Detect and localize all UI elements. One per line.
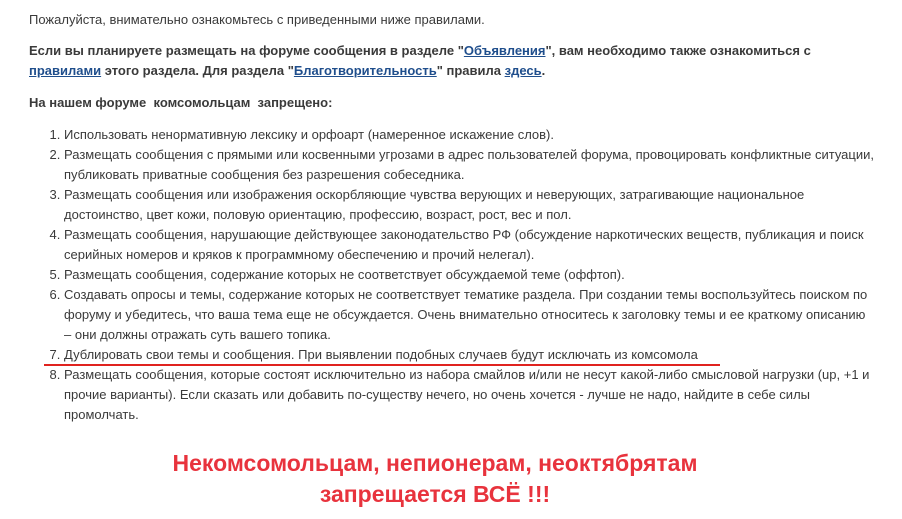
rule-item: 5. Размещать сообщения, содержание которых не соответствует обсуждаемой теме (оффтоп). [64,265,874,285]
charity-section-link[interactable]: Благотворительность [293,63,437,78]
notice-text-1: Если вы планируете размещать на форуме сообщения в разделе " [29,43,464,58]
red-slogan [0,448,870,510]
ads-rules-link[interactable]: правилами [29,63,102,78]
prohibited-heading: На нашем форуме комсомольцам запрещено: [29,95,333,110]
notice-text-4: " правила [436,63,505,78]
ads-section-notice [29,41,879,81]
rule-item: 8. Размещать сообщения, которые состоят исключительно из набора смайлов и/или не несут какой-либо смысловой нагрузки (up, +1 и прочие варианты). Если сказать или добавить по-существу нечего, но очень хочется - лучше не надо, найдите в себе силы промолчать. [64,365,874,425]
red-underline-mark [44,364,720,366]
rule-item: 6. Создавать опросы и темы, содержание которых не соответствует тематике раздела. При создании темы воспользуйтесь поиском по форуму и убедитесь, что ваша тема еще не обсуждается. Очень внимательно относитесь к заголовку темы и ее краткому описанию – они должны отражать суть вашего топика. [64,285,874,345]
slogan-line-2: запрещается ВСЁ !!! [319,481,551,507]
notice-text-2: ", вам необходимо также ознакомиться с [545,43,811,58]
rule-item: 3. Размещать сообщения или изображения оскорбляющие чувства верующих и неверующих, затрагивающие национальное достоинство, цвет кожи, половую ориентацию, профессию, возраст, рост, вес и пол. [64,185,874,225]
slogan-line-1: Некомсомольцам, непионерам, неоктябрятам [172,450,698,476]
rules-list [29,125,874,425]
rule-item: 4. Размещать сообщения, нарушающие действующее законодательство РФ (обсуждение наркотических веществ, публикация и поиск серийных номеров и кряков к программному обеспечению и прочий нелегал). [64,225,874,265]
notice-text-3: этого раздела. Для раздела " [101,63,294,78]
notice-text-5: . [541,63,546,78]
rule-item: 1. Использовать ненормативную лексику и орфоарт (намеренное искажение слов). [64,125,874,145]
rule-item-highlighted: 7. Дублировать свои темы и сообщения. При выявлении подобных случаев будут исключать из комсомола [64,345,874,365]
ads-section-link[interactable]: Объявления [463,43,546,58]
intro-text: Пожалуйста, внимательно ознакомьтесь с приведенными ниже правилами. [29,12,485,27]
rule-item: 2. Размещать сообщения с прямыми или косвенными угрозами в адрес пользователей форума, провоцировать конфликтные ситуации, публиковать приватные сообщения без разрешения собеседника. [64,145,874,185]
charity-rules-link[interactable]: здесь [504,63,542,78]
